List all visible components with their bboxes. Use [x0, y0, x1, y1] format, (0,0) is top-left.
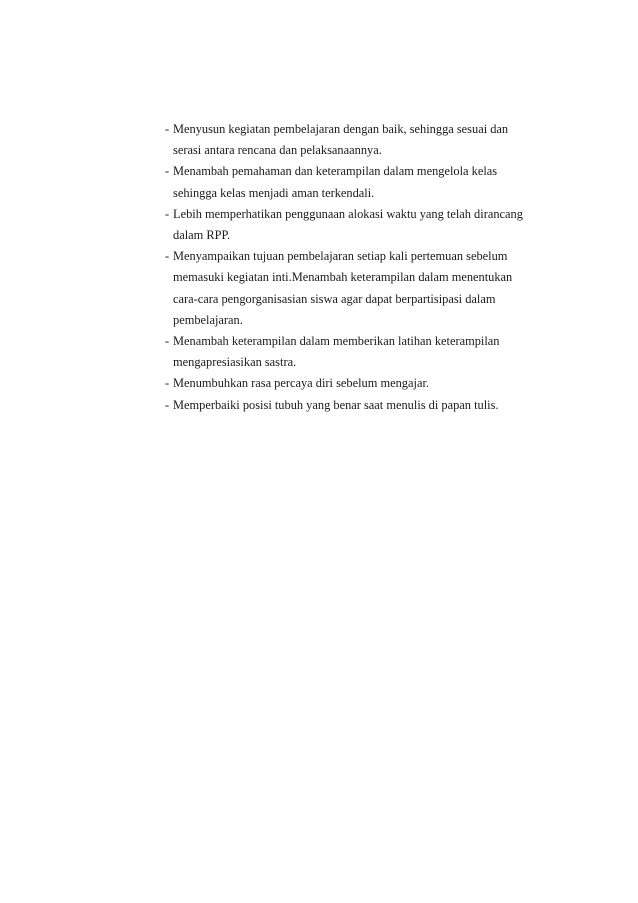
list-bullet: - — [165, 206, 170, 221]
list-bullet: - — [165, 397, 170, 412]
list-item-line: Menumbuhkan rasa percaya diri sebelum mengajar. — [173, 376, 429, 391]
list-bullet: - — [165, 249, 170, 264]
list-item — [165, 204, 565, 246]
list-bullet: - — [165, 334, 170, 349]
list-item-line: Menambah pemahaman dan keterampilan dalam mengelola kelas — [173, 164, 498, 179]
list-item-line: dalam RPP. — [173, 228, 231, 243]
list-item-line: sehingga kelas menjadi aman terkendali. — [173, 185, 375, 200]
list-item — [165, 331, 565, 373]
list-item — [165, 161, 565, 203]
list-item-line: serasi antara rencana dan pelaksanaannya. — [173, 143, 382, 158]
list-item — [165, 246, 565, 331]
list-item — [165, 395, 565, 416]
list-bullet: - — [165, 376, 170, 391]
list-item — [165, 119, 565, 161]
list-item — [165, 373, 565, 394]
list-bullet: - — [165, 164, 170, 179]
list-item-line: mengapresiasikan sastra. — [173, 355, 297, 370]
list-bullet: - — [165, 122, 170, 136]
list-item-line: Menyusun kegiatan pembelajaran dengan baik, sehingga sesuai dan — [173, 122, 509, 136]
list-item-line: Memperbaiki posisi tubuh yang benar saat menulis di papan tulis. — [173, 397, 499, 412]
list-item-line: pembelajaran. — [173, 312, 243, 327]
list-item-line: memasuki kegiatan inti.Menambah keterampilan dalam menentukan — [173, 270, 513, 285]
list-item-line: Lebih memperhatikan penggunaan alokasi waktu yang telah dirancang — [173, 206, 523, 221]
list-item-line: Menambah keterampilan dalam memberikan latihan keterampilan — [173, 334, 500, 349]
list-item-line: Menyampaikan tujuan pembelajaran setiap kali pertemuan sebelum — [173, 249, 508, 264]
recommendation-list — [165, 119, 565, 416]
list-item-line: cara-cara pengorganisasian siswa agar dapat berpartisipasi dalam — [173, 291, 496, 306]
